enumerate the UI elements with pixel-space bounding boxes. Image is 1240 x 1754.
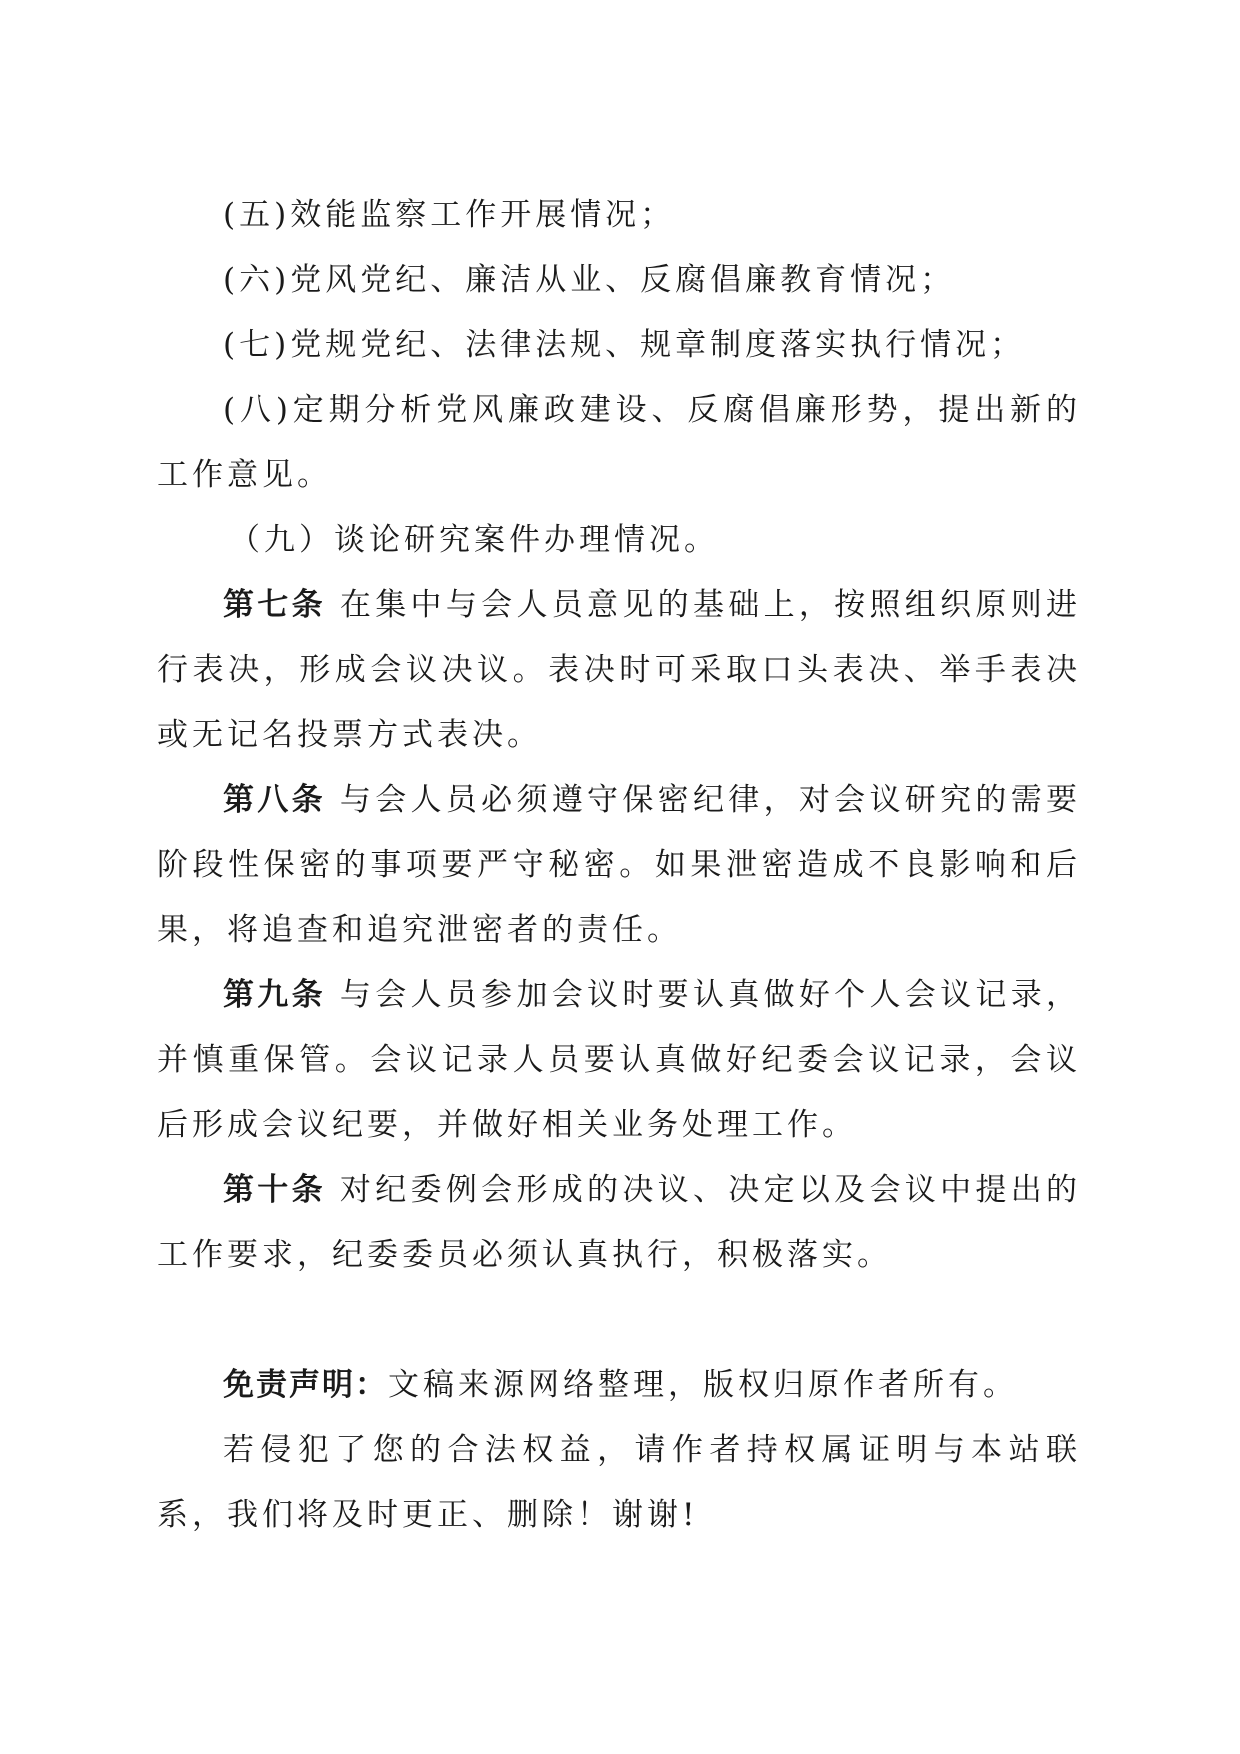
article-8-label: 第八条 [223, 782, 326, 818]
article-8 [157, 768, 1081, 963]
article-10 [157, 1158, 1081, 1288]
list-item-7: (七)党规党纪、法律法规、规章制度落实执行情况； [223, 327, 1026, 363]
list-item-5: (五)效能监察工作开展情况； [223, 197, 676, 233]
disclaimer-section [157, 1353, 1081, 1548]
article-9 [157, 963, 1081, 1158]
document-body [157, 183, 1081, 1548]
disclaimer-text: 文稿来源网络整理，版权归原作者所有。 [388, 1367, 1018, 1403]
article-10-text: 对纪委例会形成的决议、决定以及会议中提出的工作要求，纪委委员必须认真执行，积极落实。 [157, 1172, 1082, 1273]
article-7 [157, 573, 1081, 768]
list-item-6: (六)党风党纪、廉洁从业、反腐倡廉教育情况； [223, 262, 956, 298]
article-7-text: 在集中与会人员意见的基础上，按照组织原则进行表决，形成会议决议。表决时可采取口头表决、举手表决或无记名投票方式表决。 [157, 587, 1082, 753]
list-item-9: （九）谈论研究案件办理情况。 [229, 522, 719, 558]
article-10-label: 第十条 [223, 1172, 326, 1208]
article-7-label: 第七条 [223, 587, 326, 623]
list-item-8: (八)定期分析党风廉政建设、反腐倡廉形势，提出新的工作意见。 [157, 392, 1081, 493]
article-9-label: 第九条 [223, 977, 326, 1013]
disclaimer-line [157, 1353, 1081, 1418]
article-8-text: 与会人员必须遵守保密纪律，对会议研究的需要阶段性保密的事项要严守秘密。如果泄密造成不良影响和后果，将追查和追究泄密者的责任。 [157, 782, 1082, 948]
disclaimer-notice: 若侵犯了您的合法权益，请作者持权属证明与本站联系，我们将及时更正、删除！谢谢! [157, 1432, 1081, 1533]
disclaimer-label: 免责声明： [223, 1367, 388, 1403]
article-9-text: 与会人员参加会议时要认真做好个人会议记录，并慎重保管。会议记录人员要认真做好纪委会议记录，会议后形成会议纪要，并做好相关业务处理工作。 [157, 977, 1082, 1143]
